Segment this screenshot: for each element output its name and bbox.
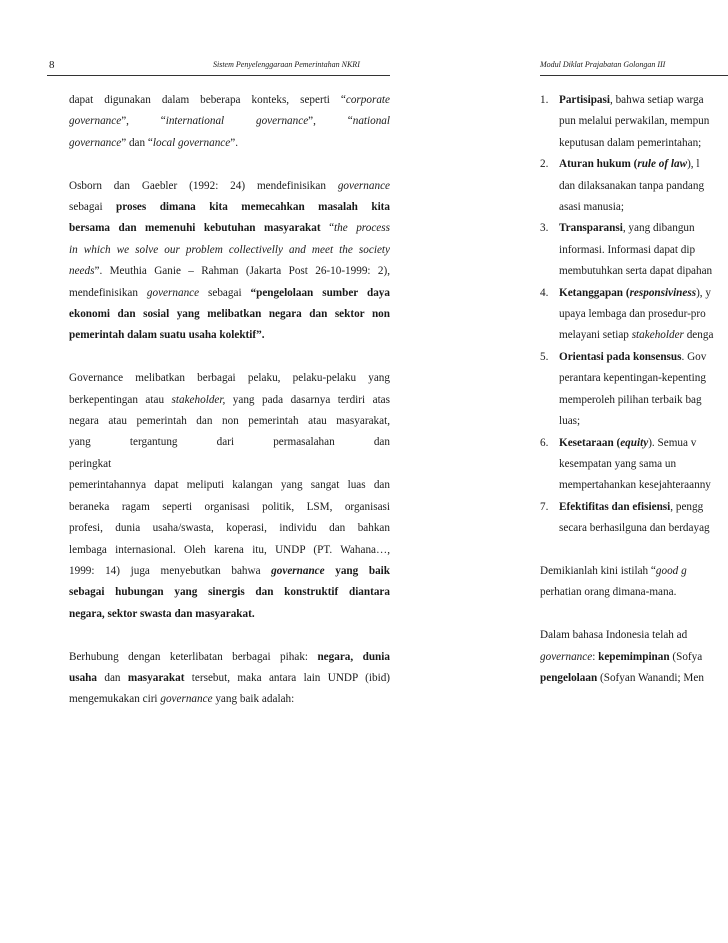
list-item: 7. Efektifitas dan efisiensi, pengg secara berhasilguna dan berdayag bbox=[540, 500, 710, 535]
text-line: 1999: 14) juga menyebutkan bahwa governance yang baik bbox=[69, 564, 390, 577]
text-line: lembaga internasional. Oleh karena itu, UNDP (PT. Wahana…, bbox=[69, 543, 390, 556]
text-line: Governance melibatkan berbagai pelaku, pelaku-pelaku yang bbox=[69, 372, 390, 385]
text-line: negara atau pemerintah dan non pemerintah atau masyarakat, bbox=[69, 415, 390, 428]
list-item: 2. Aturan hukum (rule of law), l dan dilaksanakan tanpa pandang asasi manusia; bbox=[540, 158, 705, 214]
text-line: governance” dan “local governance”. bbox=[69, 136, 238, 149]
principles-list bbox=[540, 90, 728, 540]
right-header-rule bbox=[540, 75, 728, 76]
text-line: mengemukakan ciri governance yang baik adalah: bbox=[69, 693, 295, 706]
text-line: ekonomi dan sosial yang melibatkan negara dan sektor non bbox=[69, 308, 390, 321]
text-line: berkepentingan atau stakeholder, yang pada dasarnya terdiri atas bbox=[69, 393, 390, 406]
paragraph-2 bbox=[69, 176, 390, 347]
text-line: yang tergantung dari permasalahan dan peringkat bbox=[69, 436, 390, 470]
text-line: governance”, “international governance”, “national bbox=[69, 115, 391, 128]
list-item: 4. Ketanggapan (responsiviness), y upaya lembaga dan prosedur-pro melayani setiap stakeholder denga bbox=[540, 286, 714, 342]
text-line: in which we solve our problem collectivelly and meet the society bbox=[69, 243, 390, 256]
text-line: pemerintah dalam suatu usaha kolektif”. bbox=[69, 329, 265, 342]
text-line: profesi, dunia usaha/swasta, koperasi, individu dan bahkan bbox=[69, 522, 390, 535]
paragraph-3 bbox=[69, 368, 390, 625]
text-line: needs”. Meuthia Ganie – Rahman (Jakarta Post 26-10-1999: 2), bbox=[69, 265, 390, 278]
list-item: 6. Kesetaraan (equity). Semua v kesempatan yang sama un mempertahankan kesejahteraanny bbox=[540, 436, 711, 492]
left-running-header: Sistem Penyelenggaraan Pemerintahan NKRI bbox=[213, 60, 360, 69]
left-column bbox=[69, 90, 390, 732]
text-line: usaha dan masyarakat tersebut, maka antara lain UNDP (ibid) bbox=[69, 671, 391, 684]
text-line: negara, sektor swasta dan masyarakat. bbox=[69, 607, 255, 620]
list-item: 3. Transparansi, yang dibangun informasi. Informasi dapat dip membutuhkan serta dapat dipahan bbox=[540, 222, 713, 278]
text-line: pemerintahannya dapat meliputi kalangan yang sangat luas dan bbox=[69, 479, 390, 492]
right-column bbox=[540, 90, 728, 711]
text-line: sebagai hubungan yang sinergis dan konstruktif diantara bbox=[69, 586, 390, 599]
paragraph-good-governance: Demikianlah kini istilah “good g perhatian orang dimana-mana. bbox=[540, 564, 687, 599]
list-item: 5. Orientasi pada konsensus. Gov perantara kepentingan-kepenting memperoleh pilihan terbaik bag luas; bbox=[540, 350, 707, 428]
page-number: 8 bbox=[49, 59, 55, 71]
paragraph-1 bbox=[69, 90, 390, 154]
paragraph-4 bbox=[69, 647, 390, 711]
text-line: Berhubung dengan keterlibatan berbagai pihak: negara, dunia bbox=[69, 650, 390, 663]
text-line: bersama dan memenuhi kebutuhan masyarakat “the process bbox=[69, 222, 390, 235]
left-header-rule bbox=[47, 75, 390, 76]
right-running-header: Modul Diklat Prajabatan Golongan III bbox=[540, 60, 666, 69]
text-line: Osborn dan Gaebler (1992: 24) mendefinisikan governance bbox=[69, 179, 390, 192]
text-line: mendefinisikan governance sebagai “pengelolaan sumber daya bbox=[69, 286, 390, 299]
list-item: 1. Partisipasi, bahwa setiap warga pun melalui perwakilan, mempun keputusan dalam pemerintahan; bbox=[540, 94, 710, 149]
text-line: sebagai proses dimana kita memecahkan masalah kita bbox=[69, 201, 390, 214]
text-line: dapat digunakan dalam beberapa konteks, seperti “corporate bbox=[69, 94, 390, 106]
paragraph-bahasa-indonesia: Dalam bahasa Indonesia telah ad governance: kepemimpinan (Sofya pengelolaan (Sofyan Wanandi; Men bbox=[540, 629, 704, 684]
text-line: beraneka ragam seperti organisasi politik, LSM, organisasi bbox=[69, 500, 390, 513]
